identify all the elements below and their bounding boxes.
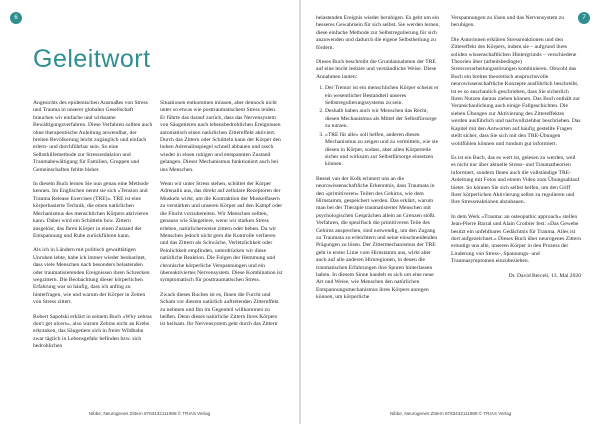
- left-page: [0, 0, 299, 424]
- paragraph: belastenden Ereignis wieder beruhigen. Es geht um ein besseres Gewahrsein für sich selbst. Sie werden lernen, diese einfache Methode zur Selbstregulierung für sich anzuwenden und dadurch die eigene Selbstheilung zu fördern.: [316, 15, 440, 51]
- right-column-2: [451, 15, 581, 287]
- paragraph: Situationen entkommen müssen, aber dennoch nicht unter so etwas wie posttraumatischem Stress leiden. Er führte das darauf zurück, dass das Nervensystem von Säugetieren nach lebensbedrohlichen Ereignissen automatisch einen natürlichen Zittereffekt aktiviert. Durch das Zittern oder Schütteln kann der Körper den hohen Adrenalinspiegel schnell abbauen und rasch wieder in einen ruhigen und entspannten Zustand gelangen. Dieser Mechanismus funktioniert auch bei uns Menschen.: [160, 100, 281, 173]
- list-item: 1. Der Tremor ist ein menschlichen Körper scheint er ein wesentlicher Bestandteil unseres Selbstregulierungssystems zu sein.: [325, 85, 441, 107]
- paragraph: Zwack dieses Buches ist es, Ihnen die Furcht und Scham vor diesem natürlich auftretenden Zittereffekt zu nehmen und Ihn im Gegenteil willkommen zu heißen. Denn dieses natürliche Zittern Ihres Körpers ist heilsam. Ihr Nervensystem geht durch das Zittern: [160, 291, 279, 328]
- left-column-1: [33, 100, 153, 358]
- paragraph: In diesem Buch lernen Sie nun genau eine Methode kennen. Im Englischen nennt sie sich »Tension and Trauma Release Exercises (TRE)«. TRE ist eine körperbasierte Technik, die einen natürlichen Mechanismus des menschlichen Körpers aktivieren kann. Dabei wird ein Schütteln bzw. Zittern ausgelöst, das Ihren Körper in einen Zustand der Entspannung und Ruhe zurückführen kann.: [33, 181, 149, 239]
- signature: Dr. David Berceli, 13. Mai 2020: [508, 272, 581, 279]
- page-number-left: 6: [10, 12, 22, 24]
- paragraph: Die Autorinnen erklären Stressreaktionen und den Zittereffekt des Körpers, indem sie – aufgrund ihres soliden wissenschaftlichen Hintergrunds – verschiedene Theorien über (arbeitsbedingte) Stressverarbeitungsstörungen kombinieren. Obwohl das Buch ein breites theoretisch anspruchsvolle neurowissenschaftliche Konzepte ausführlich beschreibt, ist es so anschaulich geschrieben, dass Sie sicherlich Ihren Nutzen daraus ziehen können. Das Buch enthält zur Veranschaulichung auch einige Fallgeschichten. Die sieben Übungen zur Aktivierung des Zittereffektes werden ausführlich und nachvollziehbar beschrieben. Das Kapitel mit den Antworten auf häufig gestellte Fragen stellt sicher, dass Sie sich mit den TRE-Übungen wohlfühlen können und rundum gut informiert.: [451, 36, 581, 147]
- paragraph: Als ich in Ländern mit politisch gewalttätigen Unruhen lebte, habe ich immer wieder beobachtet, dass viele Menschen nach besonders belastenden oder traumatisierenden Ereignissen ihren Schrecken wegzittern. Die Beobachtung dieser körperlichen Erfahrung war so häufig, dass ich anfing zu hinterfragen, wie und warum der Körper in Zeiten von Stress zittert.: [33, 247, 150, 306]
- paragraph: Wenn wir unter Stress stehen, schüttet der Körper Adrenalin aus, das direkt auf zellulare Rezeptoren der Muskeln wirkt, um die Kontraktion der Muskelfasern zu verstärken und unseren Körper auf den Kampf oder die Flucht vorzubereiten. Wir Menschen sollten, genauso wie Säugetiere, wenn wir starken Stress erleben, natürlicherweise zittern oder beben. Da wir Menschen jedoch nicht gern die Kontrolle verlieren und das Zittern als Schwäche, Verletzlichkeit oder Peinlichkeit empfinden, unterdrücken wir diese natürliche Reaktion. Die Folgen der Hemmung und chronische körperliche Verspannungen und ein übereaktiviertes Nervensystem. Diese Kombination ist symptomatisch für posttraumatischen Stress.: [160, 181, 283, 284]
- assumptions-list: [316, 85, 441, 168]
- paragraph: Robert Sapolski erklärt in seinem Buch »Why zebras don't get ulcers«, also warum Zebras nicht an Krebs erkranken, das Säugetiere sich in freier Wildbahn zwar täglich in Lebensgefahr befinden bzw. sich bedrohlichen: [33, 313, 152, 350]
- paragraph: In dem Werk »Trauma: an osteopathic approach« stellen Jean-Pierre Barral und Alain Croibier fest: »Das Gewebe besitzt ein unfehlbares Gedächtnis für Trauma. Alles ist dort aufgezeichnet.« Dieses Buch über neurogenes Zittern ermutigt uns alle, unseren Körper in den Prozess der Linderung von Stress-, Spannungs- und Traumasymptomen einzubeziehen.: [451, 213, 582, 265]
- right-page: [301, 0, 600, 424]
- paragraph: Es ist ein Buch, das es wert ist, gelesen zu werden, weil es nicht nur über aktuelle Stress- und Traumatheorien informiert, sondern Ihnen auch die vollständige TRE-Anleitung mit Fotos und einem Video zum Übungsablauf bietet. So können Sie sich selbst helfen, um den Griff Ihrer körperlichen Aktivierung selbst zu regulieren und Ihre Stressreaktionen abzubauen.: [451, 154, 580, 206]
- paragraph: Bessel van der Kolk erinnert uns an die neurowissenschaftliche Erkenntnis, dass Traumata in den »primitiveren« Teilen des Gehirns, wie dem Hirnstamm, gespeichert werden. Das erklärt, warum man bei der Therapie traumatisierter Menschen mit psychologischen Gesprächen allein an Grenzen stößt. Verfahren, die spezifisch die primitiveren Teile des Gehirns ansprechen, sind notwendig, um den Zugang zu Traumata zu erleichtern und seine einschneidenden Prägungen zu lösen. Der Zittermechanismus der TRE geht in erster Linie vom Hirnstamm aus, wirkt aber auch auf alle anderen Hirnregionen, in denen die traumatischen Erfahrungen ihre Spuren hinterlassen haben. In diesem Sinne handelt es sich um eine neue Art und Weise, wie Menschen den natürlichen Entspannungsmechanismus ihres Körpers anregen können, um körperliche: [316, 175, 438, 301]
- paragraph: Angesichts des epidemischen Ausmaßes von Stress und Trauma in unserer globalen Gesellschaft brauchen wir einfache und wirksame Bewältigungsverfahren. Diese Verfahren sollten auch ohne therapeutische Anleitung anwendbar, der breiten Bevölkerung leicht zugänglich und einfach erlern- und durchführbar sein. So eine Selbsthilfemethode zur Stressreduktion und Traumabewältigung für Familien, Gruppen und Gemeinschaften fehlte bisher.: [33, 100, 153, 173]
- page-number-right: 7: [578, 12, 590, 24]
- right-column-1: [316, 15, 441, 309]
- page-footer-right: Nibbe, Neurogenes Zittern 9783432111988 © TRIAS Verlag: [389, 411, 512, 416]
- chapter-title: Geleitwort: [33, 45, 151, 73]
- paragraph: Dieses Buch beschreibt die Grundannahmen der TRE auf eine leicht lesbare und verständliche Weise. Diese Annahmen lauten:: [316, 59, 437, 80]
- left-column-2: [160, 100, 283, 336]
- list-item: 3. »TRE für alle« soll helfen, anderen diesen Mechanismus zu zeigen und zu vermitteln, wie sie diesen in Körper, sodass, aber allen Körperteile sicher und wirksam zur Selbstfürsorge einsetzen können.: [325, 132, 441, 169]
- list-item: 2. Deshalb haben auch wir Menschen das Recht, diesen Mechanismus als Mittel der Selbstfürsorge zu nutzen.: [325, 108, 441, 130]
- page-footer-left: Nibbe, Neurogenes Zittern 9783432111988 © TRIAS Verlag: [88, 411, 211, 416]
- paragraph: Verspannungen zu lösen und das Nervensystem zu beruhigen.: [451, 15, 565, 29]
